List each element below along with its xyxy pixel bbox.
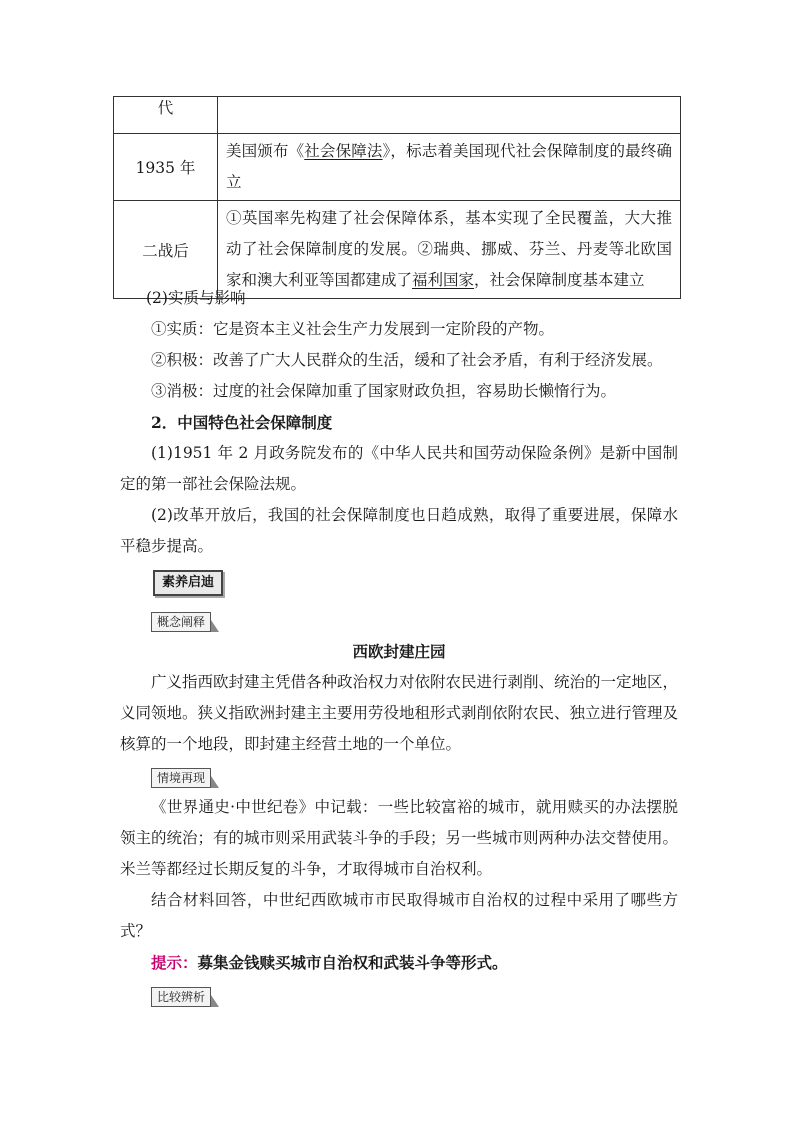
concept-text: 广义指西欧封建主凭借各种政治权力对依附农民进行剥削、统治的一定地区，义同领地。狭义指欧洲封建主主要用劳役地租形式剥削依附农民、独立进行管理及核算的一个地段，即封建主经营土地的一个单位。 bbox=[120, 673, 679, 753]
underlined-term: 社会保障法 bbox=[304, 142, 383, 160]
scenario-text: 《世界通史·中世纪卷》中记载：一些比较富裕的城市，就用赎买的办法摆脱领主的统治；有的城市则采用武装斗争的手段；另一些城市则两种办法交替使用。米兰等都经过长期反复的斗争，才取得城市自治权利。 bbox=[120, 798, 679, 878]
positive-item: ②积极：改善了广大人民群众的生活，缓和了社会矛盾，有利于经济发展。 bbox=[151, 351, 663, 369]
concept-tag: 概念阐释 bbox=[151, 612, 211, 632]
era-cell: 1935 年 bbox=[114, 134, 218, 201]
question-text: 结合材料回答，中世纪西欧城市市民取得城市自治权的过程中采用了哪些方式？ bbox=[120, 891, 678, 940]
table-row bbox=[114, 97, 681, 134]
essence-item: ①实质：它是资本主义社会生产力发展到一定阶段的产物。 bbox=[151, 320, 555, 338]
desc-text: 美国颁布《 bbox=[226, 142, 305, 160]
underlined-term: 福利国家 bbox=[412, 271, 475, 289]
table-row bbox=[114, 134, 681, 201]
social-security-history-table bbox=[113, 96, 681, 299]
scenario-tag: 情境再现 bbox=[151, 768, 211, 788]
paragraph: (2)改革开放后，我国的社会保障制度也日趋成熟，取得了重要进展，保障水平稳步提高。 bbox=[120, 506, 678, 555]
paragraph: (1)1951 年 2 月政务院发布的《中华人民共和国劳动保险条例》是新中国制定的第一部社会保险法规。 bbox=[120, 444, 678, 493]
era-cell: 代 bbox=[114, 97, 218, 134]
negative-item: ③消极：过度的社会保障加重了国家财政负担，容易助长懒惰行为。 bbox=[151, 382, 617, 400]
hint-text: 募集金钱赎买城市自治权和武装斗争等形式。 bbox=[197, 953, 508, 972]
literacy-tag: 素养启迪 bbox=[153, 570, 223, 596]
hint bbox=[120, 947, 678, 979]
section-heading: 2．中国特色社会保障制度 bbox=[151, 413, 333, 432]
desc-text: ①英国率先构建了社会保障体系，基本实现了全民覆盖，大大推动了社会保障制度的发展。②瑞典、挪威、芬兰、丹麦等北欧国家和澳大利亚等国都建成了 bbox=[226, 209, 672, 289]
hint-label: 提示： bbox=[151, 953, 198, 972]
compare-tag: 比较辨析 bbox=[151, 987, 211, 1007]
desc-text: 》，标志着美国现代社会保障制度的最终确立 bbox=[226, 142, 672, 191]
concept-title: 西欧封建庄园 bbox=[352, 642, 446, 661]
desc-cell bbox=[218, 97, 681, 134]
desc-text: ，社会保障制度基本建立 bbox=[474, 271, 645, 289]
era-cell: 二战后 bbox=[114, 201, 218, 299]
subsection-title: (2)实质与影响 bbox=[146, 289, 246, 307]
desc-cell bbox=[218, 134, 681, 201]
